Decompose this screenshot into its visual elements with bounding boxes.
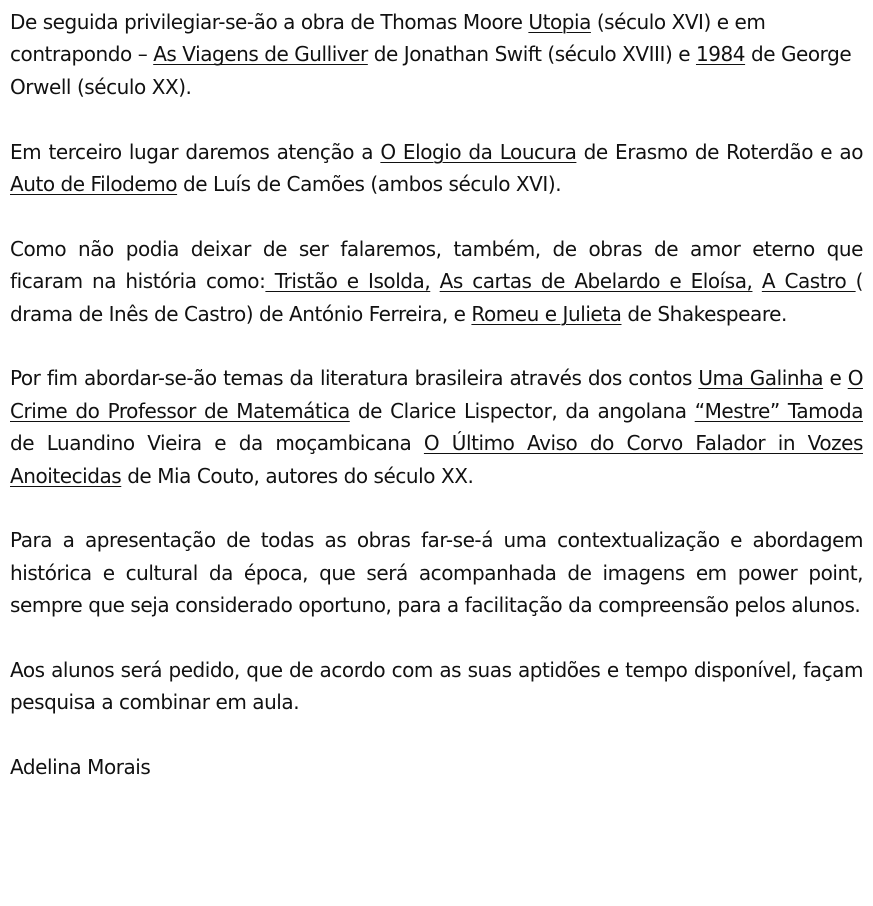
book-title-mestre-tamoda: “Mestre” Tamoda xyxy=(694,398,863,423)
book-title-auto-filodemo: Auto de Filodemo xyxy=(10,172,178,197)
paragraph-eternal-love xyxy=(10,233,863,330)
paragraph-presentation xyxy=(10,524,863,621)
text-run: Em terceiro lugar daremos atenção a xyxy=(10,139,381,164)
text-run: (século XVI) e em contrapondo – xyxy=(10,10,766,67)
book-title-ultimo-aviso: O Último Aviso do Corvo Falador in Vozes Anoitecidas xyxy=(10,431,863,488)
book-title-romeu-julieta: Romeu e Julieta xyxy=(471,301,622,326)
book-title-1984: 1984 xyxy=(695,42,746,67)
text-run: de George Orwell (século XX). xyxy=(10,42,852,99)
book-title-abelardo-eloisa: As cartas de Abelardo e Eloísa, xyxy=(439,269,753,294)
paragraph-lusophone-literature xyxy=(10,362,863,492)
text-run: de Shakespeare. xyxy=(621,301,787,326)
paragraph-students xyxy=(10,654,863,719)
text-run: de Luandino Vieira e da moçambicana xyxy=(10,431,424,456)
text-run: De seguida privilegiar-se-ão a obra de Thomas Moore xyxy=(10,10,529,34)
book-title-elogio-loucura: O Elogio da Loucura xyxy=(380,139,577,164)
text-run: de Jonathan Swift (século XVIII) e xyxy=(367,42,696,67)
text-run: ( drama de Inês de Castro) de António Ferreira, e xyxy=(10,269,863,326)
book-title-a-castro: A Castro xyxy=(761,269,856,294)
book-title-tristao-isolda: Tristão e Isolda, xyxy=(265,269,431,294)
book-title-gulliver: As Viagens de Gulliver xyxy=(153,42,368,67)
book-title-crime-professor: O Crime do Professor de Matemática xyxy=(10,366,863,423)
signature: Adelina Morais xyxy=(10,755,151,780)
text-run: de Clarice Lispector, da angolana xyxy=(349,398,695,423)
text-run xyxy=(430,269,439,293)
text-run: e xyxy=(823,366,848,391)
document-body xyxy=(10,6,863,784)
text-run: Para a apresentação de todas as obras far-se-á uma contextualização e abordagem histórica e cultural da época, que será acompanhada de imagens em power point, sempre que seja considerado oportuno, para a facilitação da compreensão pelos alunos. xyxy=(10,528,863,618)
book-title-uma-galinha: Uma Galinha xyxy=(698,366,824,391)
text-run: de Erasmo de Roterdão e ao xyxy=(576,139,863,164)
text-run xyxy=(752,269,761,293)
text-run: Aos alunos será pedido, que de acordo com as suas aptidões e tempo disponível, façam pesquisa a combinar em aula. xyxy=(10,658,863,715)
paragraph-third-place xyxy=(10,136,863,201)
text-run: Como não podia deixar de ser falaremos, também, de obras de amor eterno que ficaram na história como: xyxy=(10,236,863,294)
paragraph-utopias xyxy=(10,6,863,103)
text-run: de Mia Couto, autores do século XX. xyxy=(121,463,474,488)
book-title-utopia: Utopia xyxy=(528,10,591,34)
text-run: de Luís de Camões (ambos século XVI). xyxy=(177,172,562,197)
text-run: Por fim abordar-se-ão temas da literatura brasileira através dos contos xyxy=(10,366,699,391)
